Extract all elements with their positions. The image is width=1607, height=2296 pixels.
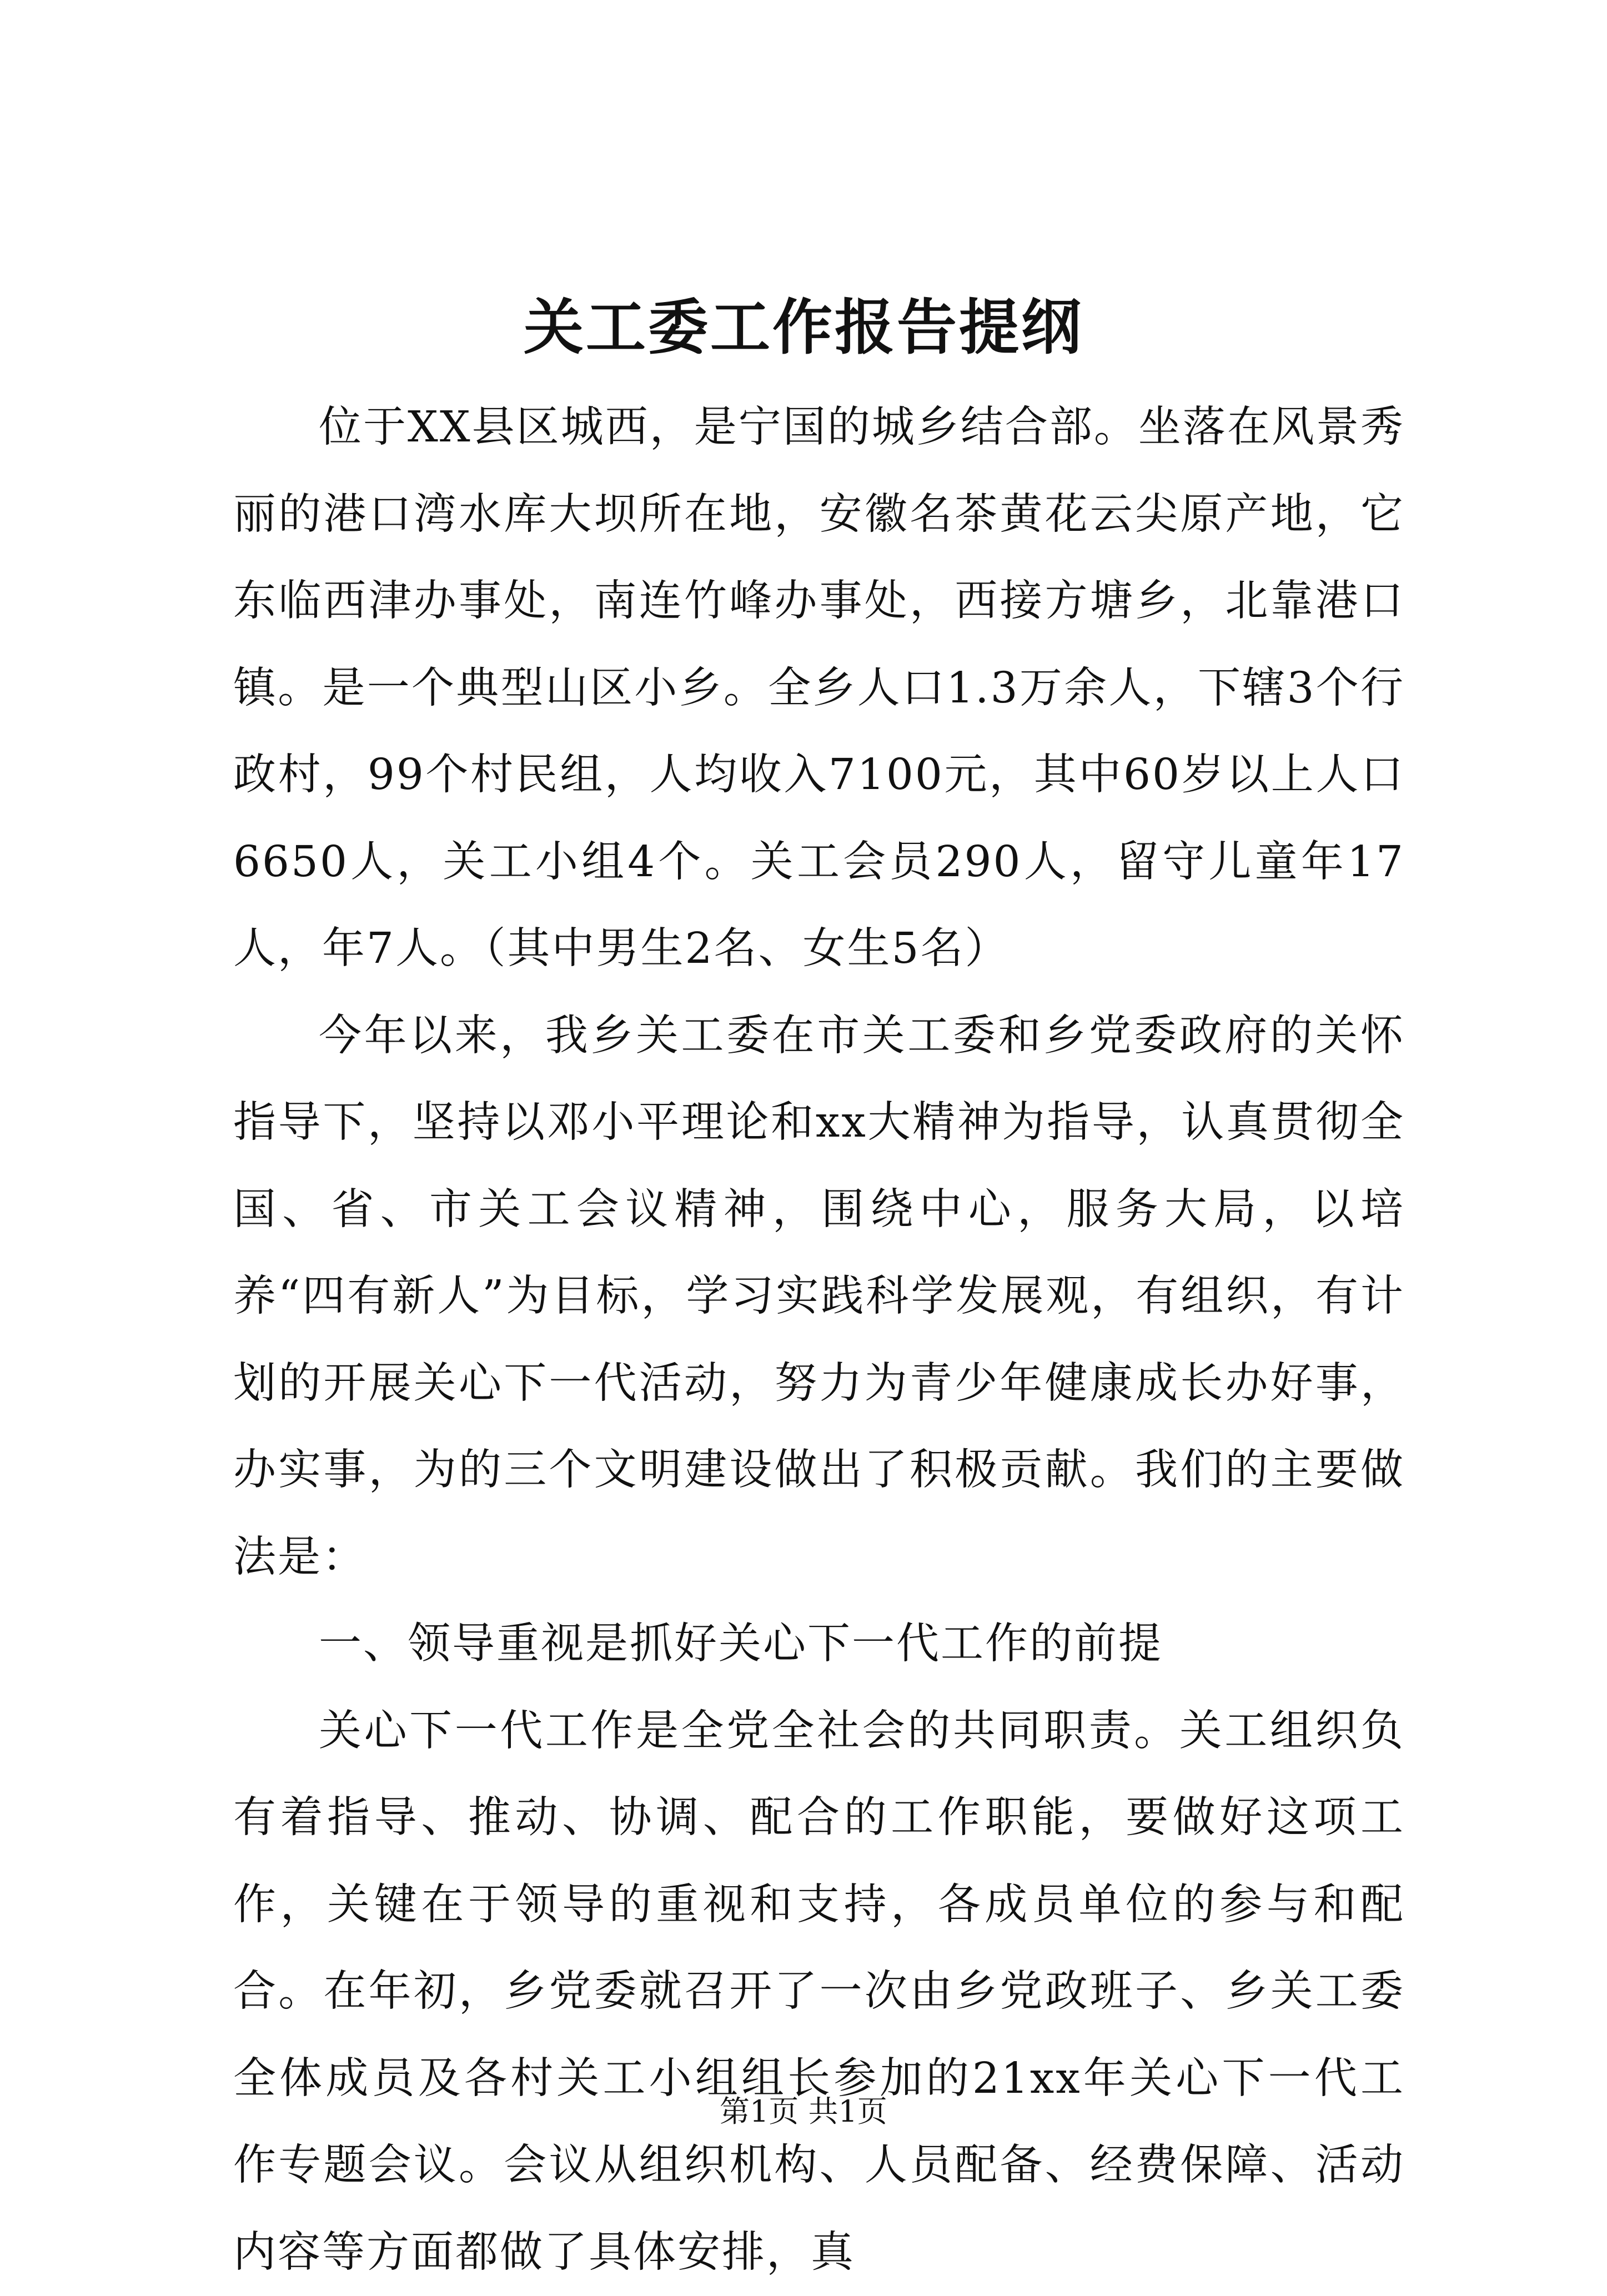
paragraph-section-1: 关心下一代工作是全党全社会的共同职责。关工组织负有着指导、推动、协调、配合的工作职能，要做好这项工作，关键在于领导的重视和支持，各成员单位的参与和配合。在年初，乡党委就召开了一次由乡党政班子、乡关工委全体成员及各村关工小组组长参加的21xx年关心下一代工作专题会议。会议从组织机构、人员配备、经费保障、活动内容等方面都做了具体安排，真: [233, 1688, 1405, 2296]
paragraph-summary: 今年以来，我乡关工委在市关工委和乡党委政府的关怀指导下，坚持以邓小平理论和xx大精神为指导，认真贯彻全国、省、市关工会议精神，围绕中心，服务大局，以培养“四有新人”为目标，学习实践科学发展观，有组织，有计划的开展关心下一代活动，努力为青少年健康成长办好事，办实事，为的三个文明建设做出了积极贡献。我们的主要做法是：: [233, 993, 1405, 1601]
page-footer: 第1页 共1页: [0, 2092, 1607, 2131]
document-body: [233, 384, 1405, 2296]
document-title: 关工委工作报告提纲: [0, 289, 1607, 366]
paragraph-intro: 位于XX县区城西，是宁国的城乡结合部。坐落在风景秀丽的港口湾水库大坝所在地，安徽名茶黄花云尖原产地，它东临西津办事处，南连竹峰办事处，西接方塘乡，北靠港口镇。是一个典型山区小乡。全乡人口1.3万余人，下辖3个行政村，99个村民组，人均收入7100元，其中60岁以上人口6650人，关工小组4个。关工会员290人，留守儿童年17人，年7人。（其中男生2名、女生5名）: [233, 384, 1405, 993]
section-heading-1: 一、领导重视是抓好关心下一代工作的前提: [233, 1601, 1405, 1688]
